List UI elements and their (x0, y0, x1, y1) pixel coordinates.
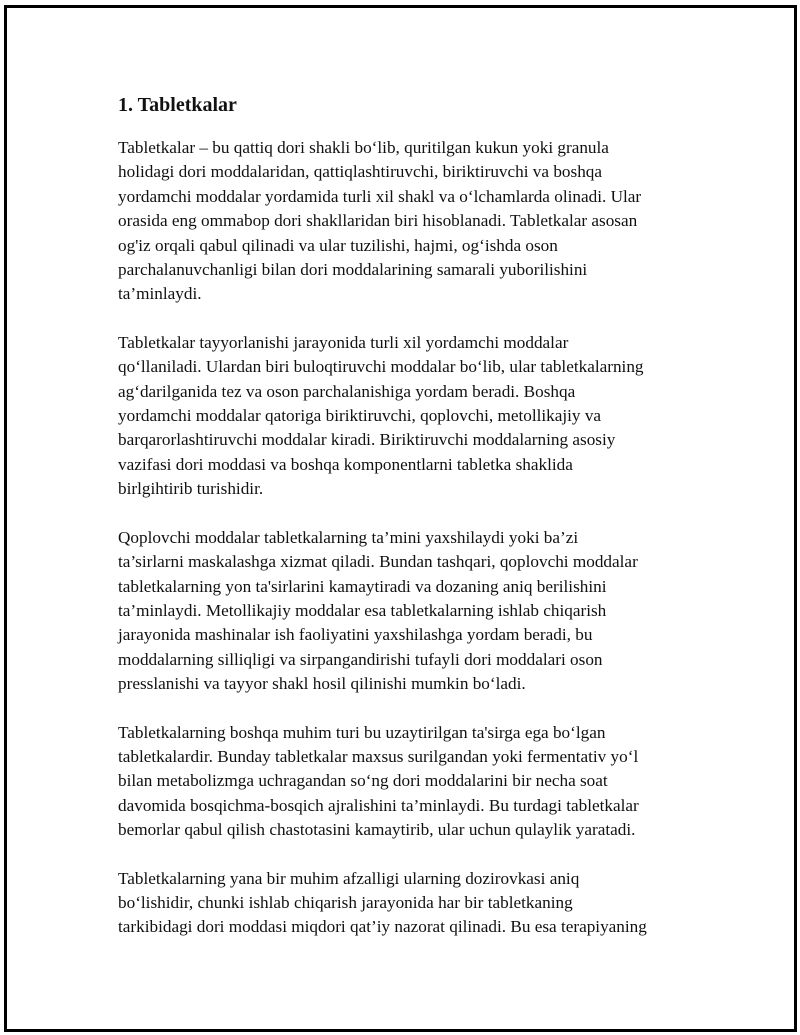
text-line: barqarorlashtiruvchi moddalar kiradi. Biriktiruvchi moddalarning asosiy (118, 430, 616, 450)
text-line: moddalarning silliqligi va sirpangandirishi tufayli dori moddalari oson (118, 649, 603, 669)
document-body (118, 92, 718, 964)
text-line: Tabletkalar tayyorlanishi jarayonida turli xil yordamchi moddalar (118, 332, 569, 352)
text-line: birlgihtirib turishidir. (118, 479, 264, 499)
paragraph-4 (118, 721, 718, 843)
text-line: bemorlar qabul qilish chastotasini kamaytirib, ular uchun qulaylik yaratadi. (118, 820, 636, 840)
paragraph-1 (118, 136, 718, 307)
section-heading: 1. Tabletkalar (118, 94, 237, 116)
text-line: qo‘llaniladi. Ulardan biri buloqtiruvchi moddalar bo‘lib, ular tabletkalarning (118, 357, 644, 377)
text-line: Tabletkalar – bu qattiq dori shakli bo‘lib, quritilgan kukun yoki granula (118, 138, 609, 157)
text-line: tabletkalarning yon ta'sirlarini kamaytiradi va dozaning aniq berilishini (118, 576, 607, 596)
text-line: yordamchi moddalar yordamida turli xil shakl va o‘lchamlarda olinadi. Ular (118, 186, 642, 206)
text-line: davomida bosqichma-bosqich ajralishini ta’minlaydi. Bu turdagi tabletkalar (118, 795, 639, 815)
text-line: tabletkalardir. Bunday tabletkalar maxsus surilgandan yoki fermentativ yo‘l (118, 746, 639, 766)
text-line: og'iz orqali qabul qilinadi va ular tuzilishi, hajmi, og‘ishda oson (118, 235, 558, 255)
paragraph-2 (118, 331, 718, 502)
text-line: vazifasi dori moddasi va boshqa komponentlarni tabletka shaklida (118, 454, 573, 474)
text-line: tarkibidagi dori moddasi miqdori qat’iy nazorat qilinadi. Bu esa terapiyaning (118, 917, 647, 937)
text-line: yordamchi moddalar qatoriga biriktiruvchi, qoplovchi, metollikajiy va (118, 406, 602, 426)
text-line: holidagi dori moddalaridan, qattiqlashtiruvchi, biriktiruvchi va boshqa (118, 162, 603, 182)
text-line: ta’minlaydi. (118, 284, 202, 304)
text-line: orasida eng ommabop dori shakllaridan biri hisoblanadi. Tabletkalar asosan (118, 211, 638, 231)
text-line: Tabletkalarning boshqa muhim turi bu uzaytirilgan ta'sirga ega bo‘lgan (118, 722, 606, 742)
text-line: jarayonida mashinalar ish faoliyatini yaxshilashga yordam beradi, bu (118, 625, 593, 645)
text-line: bilan metabolizmga uchragandan so‘ng dori moddalarini bir necha soat (118, 771, 608, 791)
paragraph-5 (118, 867, 718, 940)
text-line: parchalanuvchanligi bilan dori moddalarining samarali yuborilishini (118, 260, 588, 280)
text-line: Tabletkalarning yana bir muhim afzalligi ularning dozirovkasi aniq (118, 868, 580, 888)
text-line: bo‘lishidir, chunki ishlab chiqarish jarayonida har bir tabletkaning (118, 892, 573, 912)
text-line: Qoplovchi moddalar tabletkalarning ta’mini yaxshilaydi yoki ba’zi (118, 527, 579, 547)
text-line: ag‘darilganida tez va oson parchalanishiga yordam beradi. Boshqa (118, 381, 576, 401)
text-line: presslanishi va tayyor shakl hosil qilinishi mumkin bo‘ladi. (118, 674, 526, 694)
text-line: ta’sirlarni maskalashga xizmat qiladi. Bundan tashqari, qoplovchi moddalar (118, 552, 638, 572)
paragraph-3 (118, 526, 718, 697)
text-line: ta’minlaydi. Metollikajiy moddalar esa tabletkalarning ishlab chiqarish (118, 600, 607, 620)
